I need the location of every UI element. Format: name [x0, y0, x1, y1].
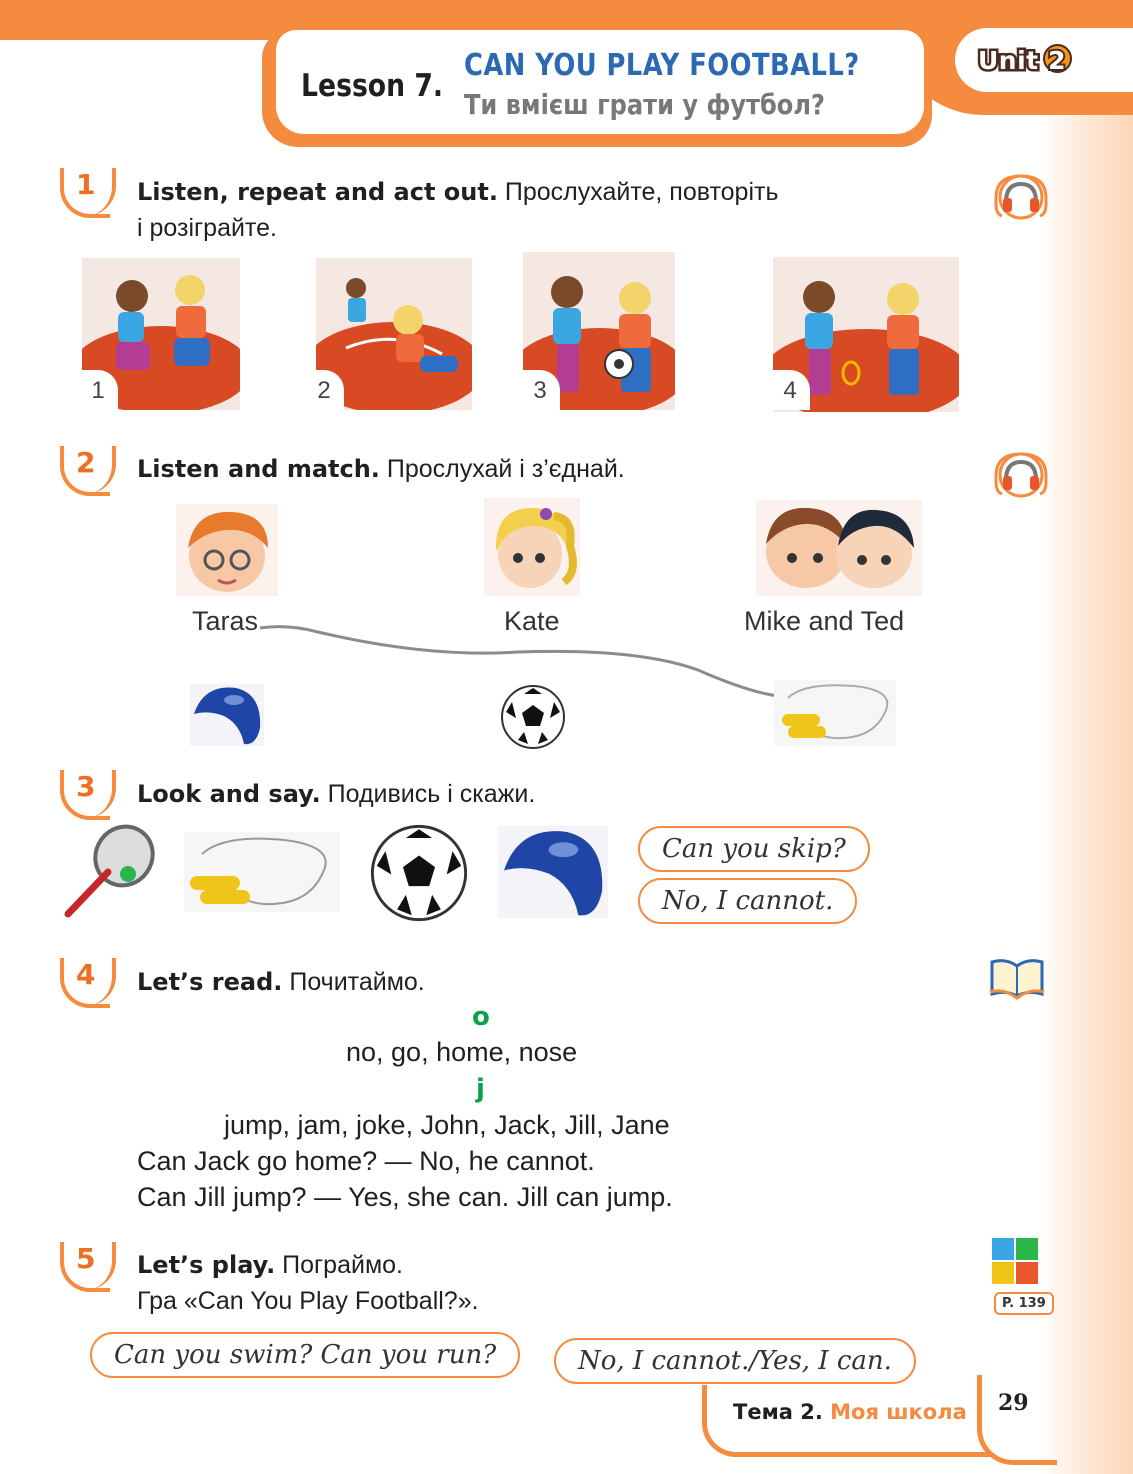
exercise-number-label: 1	[76, 168, 96, 201]
instruction-text: Подивись і скажи.	[320, 780, 536, 808]
page-number: 29	[998, 1390, 1029, 1416]
lesson-title-en: CAN YOU PLAY FOOTBALL?	[464, 48, 860, 83]
topic-name: Моя школа	[830, 1400, 967, 1424]
instruction-text: Прослухайте, повторіть	[497, 178, 779, 206]
instruction-text-line2: Гра «Can You Play Football?».	[137, 1287, 479, 1315]
instruction-text: Пограймо.	[275, 1251, 403, 1279]
exercise-3-instruction	[137, 776, 535, 812]
read-line-o: no, go, home, nose	[346, 1037, 578, 1067]
scene-number-4: 4	[770, 370, 810, 410]
match-name-kate: Kate	[504, 606, 560, 636]
instruction-bold: Look and say.	[137, 780, 321, 808]
scene-number-2: 2	[304, 370, 344, 410]
letter-o: o	[472, 1002, 490, 1032]
instruction-bold: Let’s read.	[137, 968, 283, 996]
exercise-4-instruction	[137, 964, 425, 1000]
topic-prefix: Тема 2.	[733, 1400, 823, 1424]
speech-bubble-question: Can you swim? Can you run?	[90, 1332, 520, 1378]
swim-cap-icon	[190, 684, 264, 746]
jump-rope-icon	[774, 680, 896, 746]
instruction-bold: Listen and match.	[137, 455, 380, 483]
footer-topic	[733, 1400, 967, 1424]
jump-rope-icon	[184, 832, 340, 912]
exercise-1-instruction	[137, 174, 778, 246]
tennis-racket-icon	[58, 822, 160, 922]
speech-bubble-answer: No, I cannot./Yes, I can.	[554, 1338, 916, 1384]
mike-and-ted-faces-picture	[756, 500, 922, 596]
instruction-bold: Listen, repeat and act out.	[137, 178, 498, 206]
unit-number: 2	[1043, 44, 1072, 73]
page-side-band	[1038, 0, 1133, 1474]
exercise-number-label: 2	[76, 446, 96, 479]
instruction-text-line2: і розіграйте.	[137, 214, 277, 242]
match-name-mike-and-ted: Mike and Ted	[744, 606, 905, 636]
instruction-text: Прослухай і з’єднай.	[379, 455, 625, 483]
exercise-number-label: 5	[76, 1242, 96, 1275]
book-icon[interactable]	[988, 956, 1046, 1000]
headphones-icon[interactable]	[992, 446, 1050, 504]
exercise-5-instruction	[137, 1247, 479, 1319]
kate-face-picture	[484, 498, 580, 596]
speech-bubble-question: Can you skip?	[638, 826, 870, 872]
unit-label: Unit	[978, 46, 1039, 75]
page-number-frame	[977, 1375, 1057, 1465]
exercise-2-instruction	[137, 451, 625, 487]
page-reference: P. 139	[994, 1292, 1054, 1315]
match-name-taras: Taras	[192, 606, 259, 636]
read-line-question-2: Can Jill jump? — Yes, she can. Jill can jump.	[137, 1182, 673, 1212]
scene-number-3: 3	[520, 370, 560, 410]
swim-cap-icon	[498, 820, 608, 924]
speech-bubble-answer: No, I cannot.	[638, 878, 857, 924]
instruction-bold: Let’s play.	[137, 1251, 276, 1279]
taras-face-picture	[176, 504, 278, 596]
headphones-icon[interactable]	[992, 168, 1050, 226]
letter-j: j	[476, 1074, 485, 1104]
read-line-j: jump, jam, joke, John, Jack, Jill, Jane	[224, 1110, 670, 1140]
instruction-text: Почитаймо.	[282, 968, 425, 996]
read-line-question-1: Can Jack go home? — No, he cannot.	[137, 1146, 595, 1176]
football-icon	[368, 822, 470, 924]
lesson-title-ua: Ти вмієш грати у футбол?	[464, 88, 825, 121]
exercise-number-label: 4	[76, 958, 96, 991]
lesson-label: Lesson 7.	[301, 68, 444, 104]
unit-badge	[978, 44, 1072, 75]
exercise-number-label: 3	[76, 770, 96, 803]
scene-number-1: 1	[78, 370, 118, 410]
dice-icon[interactable]	[990, 1236, 1042, 1288]
football-icon	[498, 682, 568, 752]
